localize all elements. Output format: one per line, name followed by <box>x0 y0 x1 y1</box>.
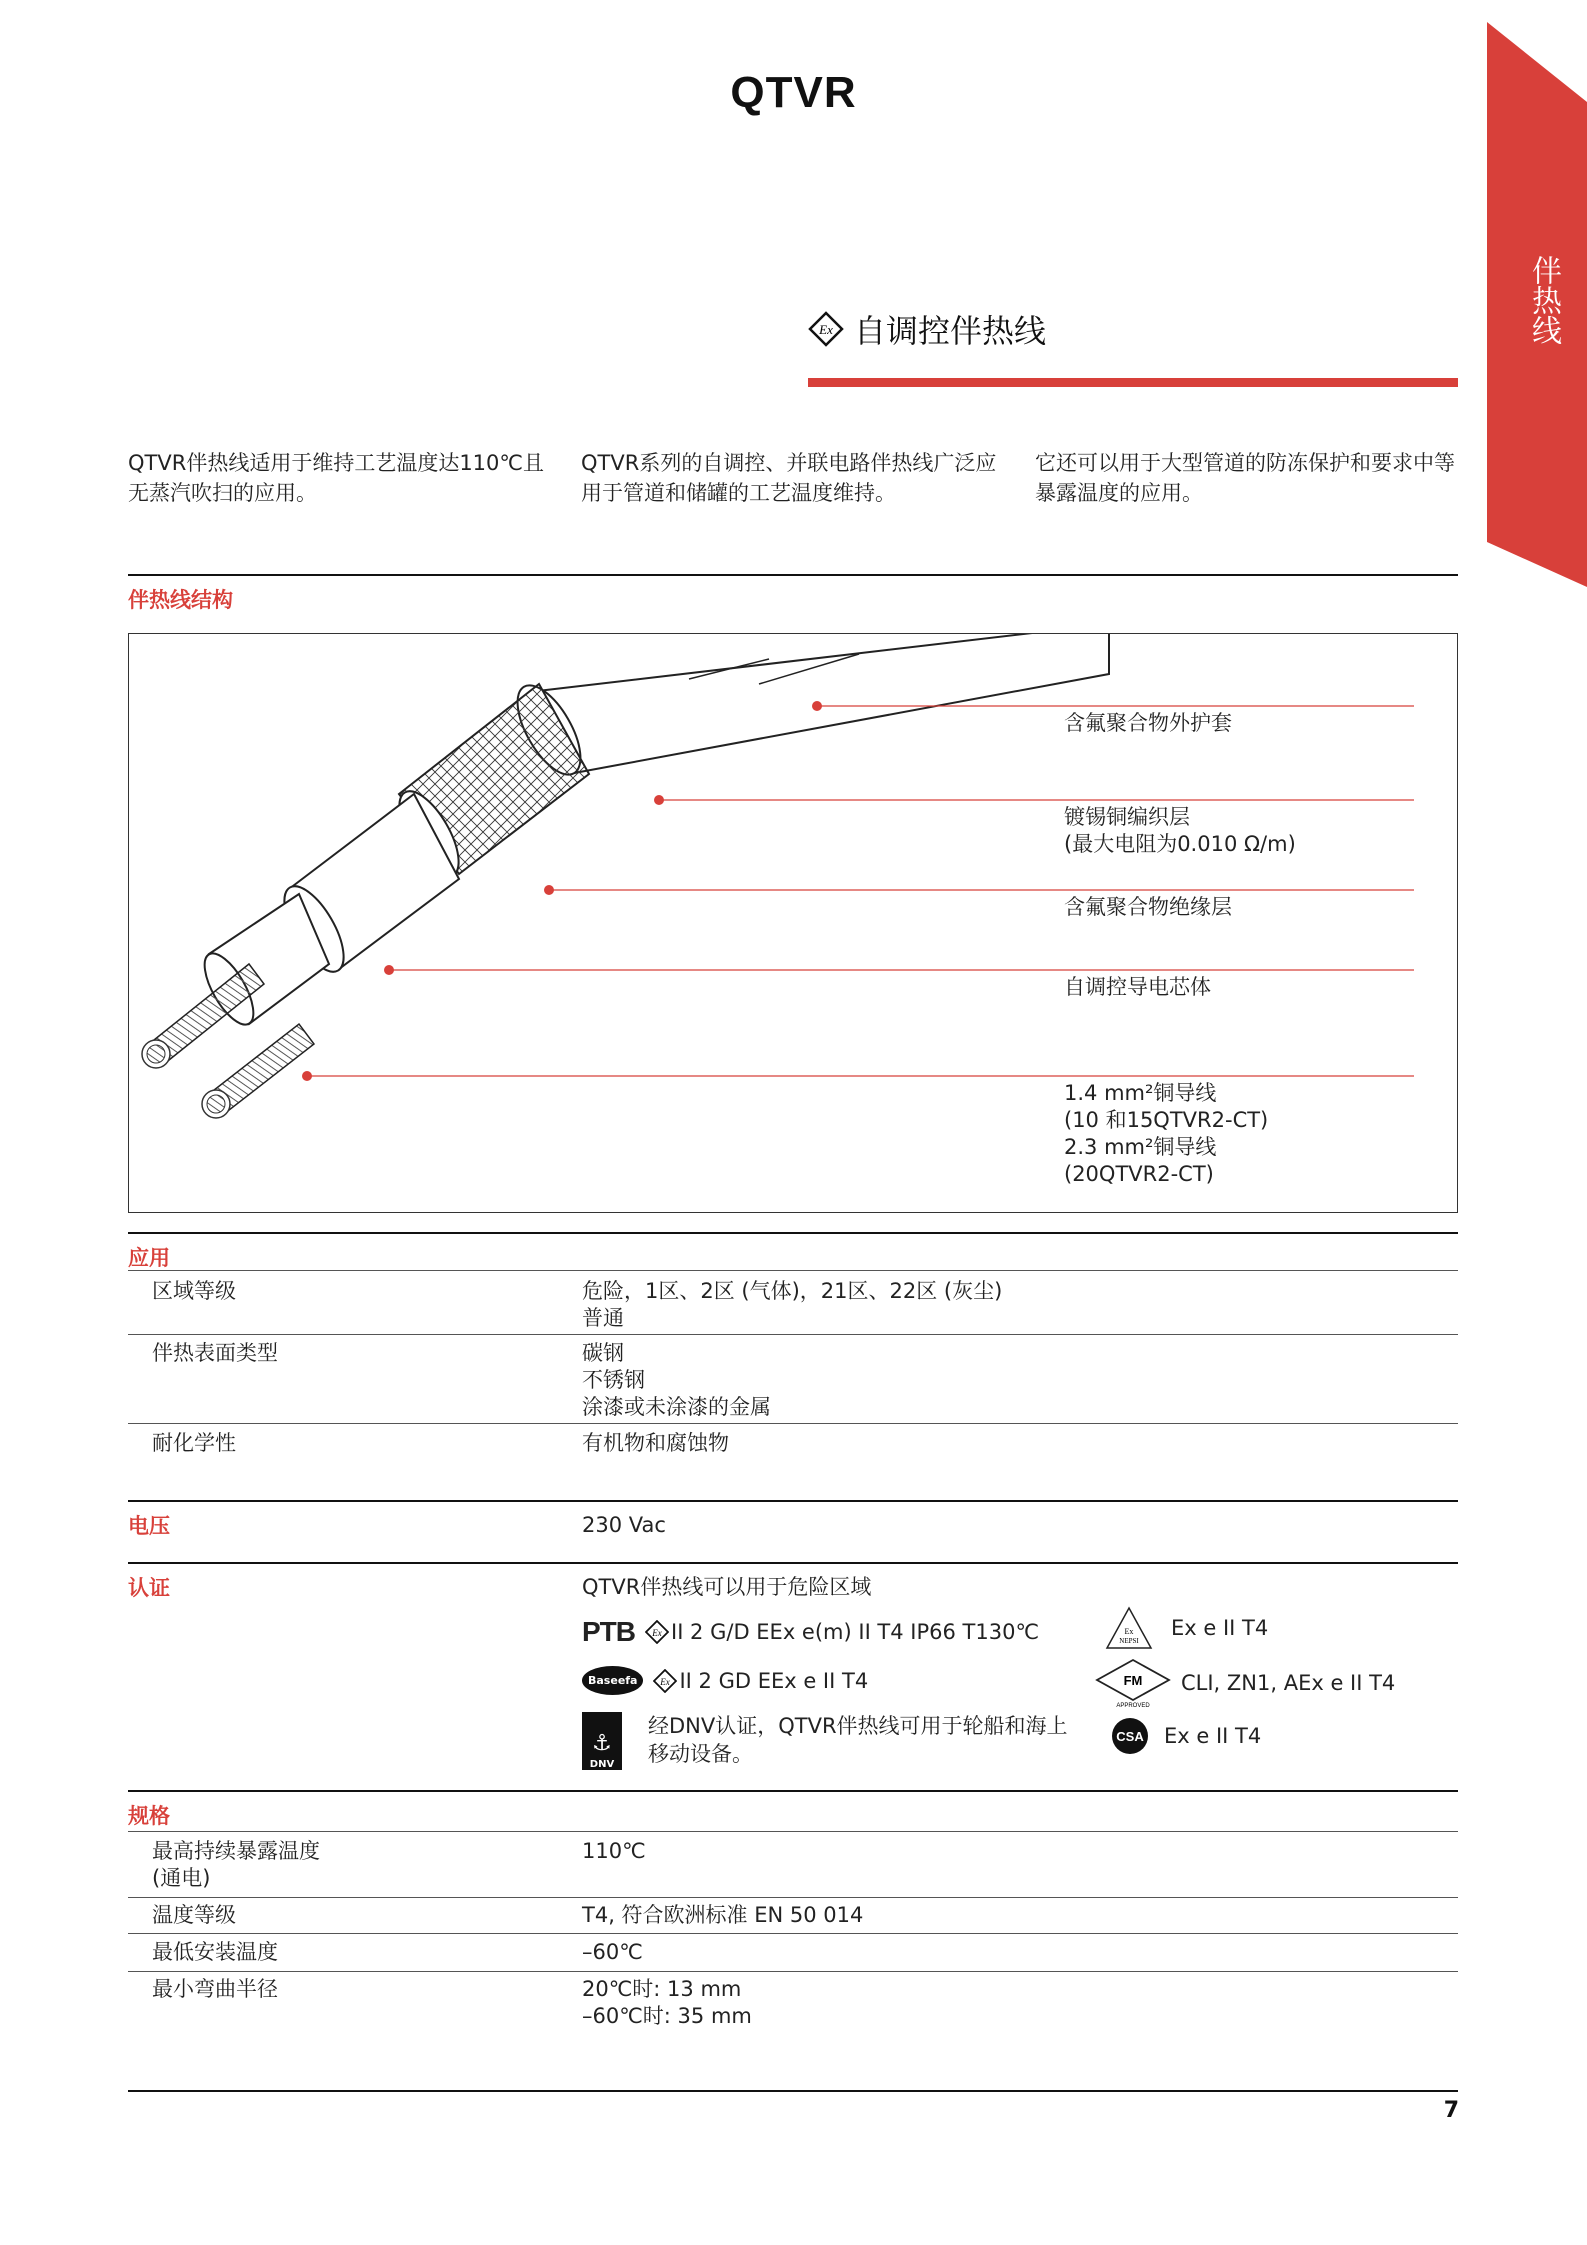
anchor-icon: ⚓ <box>592 1731 612 1756</box>
cert-dnv-text: 经DNV认证，QTVR伴热线可用于轮船和海上移动设备。 <box>648 1714 1068 1766</box>
section-rule <box>128 1500 1458 1502</box>
intro-col-1: QTVR伴热线适用于维持工艺温度达110℃且无蒸汽吹扫的应用。 <box>128 451 544 505</box>
certification-intro: QTVR伴热线可以用于危险区域 <box>582 1575 872 1599</box>
cert-baseefa-text: II 2 GD EEx e II T4 <box>679 1668 869 1693</box>
svg-text:Ex: Ex <box>652 1628 662 1638</box>
svg-text:Ex: Ex <box>1124 1627 1134 1636</box>
application-label-chemical: 耐化学性 <box>152 1431 236 1455</box>
application-label-surface: 伴热表面类型 <box>152 1341 278 1365</box>
spec-label-max-temp: 最高持续暴露温度 (通电) <box>152 1839 320 1890</box>
application-value-zone: 危险，1区、2区 (气体)，21区、22区 (灰尘) 普通 <box>582 1279 1003 1330</box>
row-rule <box>128 1971 1458 1972</box>
svg-text:Ex: Ex <box>819 322 833 337</box>
svg-text:CSA: CSA <box>1116 1729 1144 1744</box>
spec-label-min-install: 最低安装温度 <box>152 1940 278 1964</box>
cert-dnv <box>582 1712 1078 1770</box>
section-rule <box>128 1232 1458 1234</box>
cert-ptb <box>582 1616 1039 1648</box>
label-outer-jacket: 含氟聚合物外护套 <box>1064 711 1232 735</box>
section-rule <box>128 574 1458 576</box>
cert-fm-text: CLI, ZN1, AEx e II T4 <box>1181 1671 1396 1695</box>
ex-icon <box>653 1669 677 1693</box>
csa-logo <box>1110 1716 1150 1756</box>
spec-label-bend-radius: 最小弯曲半径 <box>152 1977 278 2001</box>
nepsi-logo <box>1105 1606 1153 1650</box>
row-rule <box>128 1831 1458 1832</box>
label-braid: 镀锡铜编织层 (最大电阻为0.010 Ω/m) <box>1064 805 1296 856</box>
row-rule <box>128 1334 1458 1335</box>
section-rule <box>128 1790 1458 1792</box>
baseefa-logo: Baseefa <box>582 1666 643 1695</box>
spec-value-bend-radius: 20℃时: 13 mm –60℃时: 35 mm <box>582 1977 752 2028</box>
application-label-zone: 区域等级 <box>152 1279 236 1303</box>
page-title: QTVR <box>730 68 857 117</box>
cert-fm <box>1095 1658 1395 1708</box>
fm-logo <box>1095 1658 1171 1708</box>
ex-icon <box>808 311 844 347</box>
footer-rule <box>128 2090 1458 2092</box>
construction-heading: 伴热线结构 <box>128 588 233 612</box>
voltage-heading: 电压 <box>128 1514 170 1538</box>
voltage-value: 230 Vac <box>582 1513 666 1537</box>
spec-value-min-install: –60℃ <box>582 1940 643 1964</box>
label-conductor: 1.4 mm²铜导线 (10 和15QTVR2-CT) 2.3 mm²铜导线 (20QTVR2-CT) <box>1064 1081 1269 1186</box>
certification-heading: 认证 <box>128 1576 170 1600</box>
row-rule <box>128 1933 1458 1934</box>
specs-heading: 规格 <box>128 1804 170 1828</box>
application-value-chemical: 有机物和腐蚀物 <box>582 1431 729 1455</box>
cert-nepsi-text: Ex e II T4 <box>1171 1616 1269 1640</box>
cert-baseefa <box>582 1666 868 1695</box>
cert-ptb-text: II 2 G/D EEx e(m) II T4 IP66 T130℃ <box>671 1620 1040 1644</box>
subtitle-bar <box>808 378 1458 387</box>
label-core: 自调控导电芯体 <box>1064 975 1211 999</box>
cert-nepsi <box>1105 1606 1268 1650</box>
cable-diagram <box>128 633 1458 1213</box>
spec-value-temp-class: T4, 符合欧洲标准 EN 50 014 <box>582 1903 864 1927</box>
cert-csa <box>1110 1716 1261 1756</box>
intro-col-3: 它还可以用于大型管道的防冻保护和要求中等暴露温度的应用。 <box>1035 451 1455 505</box>
section-tab-label: 伴热线 <box>1526 255 1561 345</box>
ptb-logo: PTB <box>582 1616 635 1647</box>
cert-csa-text: Ex e II T4 <box>1164 1724 1262 1748</box>
application-heading: 应用 <box>128 1246 170 1270</box>
label-insulation: 含氟聚合物绝缘层 <box>1064 895 1232 919</box>
subtitle <box>808 306 1046 352</box>
row-rule <box>128 1423 1458 1424</box>
subtitle-text: 自调控伴热线 <box>854 312 1047 350</box>
spec-label-temp-class: 温度等级 <box>152 1903 236 1927</box>
spec-value-max-temp: 110℃ <box>582 1839 646 1863</box>
row-rule <box>128 1270 1458 1271</box>
section-rule <box>128 1562 1458 1564</box>
svg-text:NEPSI: NEPSI <box>1119 1637 1139 1645</box>
page-number: 7 <box>1443 2098 1459 2123</box>
application-value-surface: 碳钢 不锈钢 涂漆或未涂漆的金属 <box>582 1341 771 1419</box>
ex-icon <box>645 1620 669 1644</box>
intro-col-2: QTVR系列的自调控、并联电路伴热线广泛应用于管道和储罐的工艺温度维持。 <box>581 451 997 505</box>
svg-text:APPROVED: APPROVED <box>1116 1703 1150 1708</box>
dnv-logo: ⚓ DNV <box>582 1712 622 1770</box>
svg-text:Ex: Ex <box>660 1676 671 1687</box>
svg-text:FM: FM <box>1123 1673 1143 1688</box>
row-rule <box>128 1897 1458 1898</box>
